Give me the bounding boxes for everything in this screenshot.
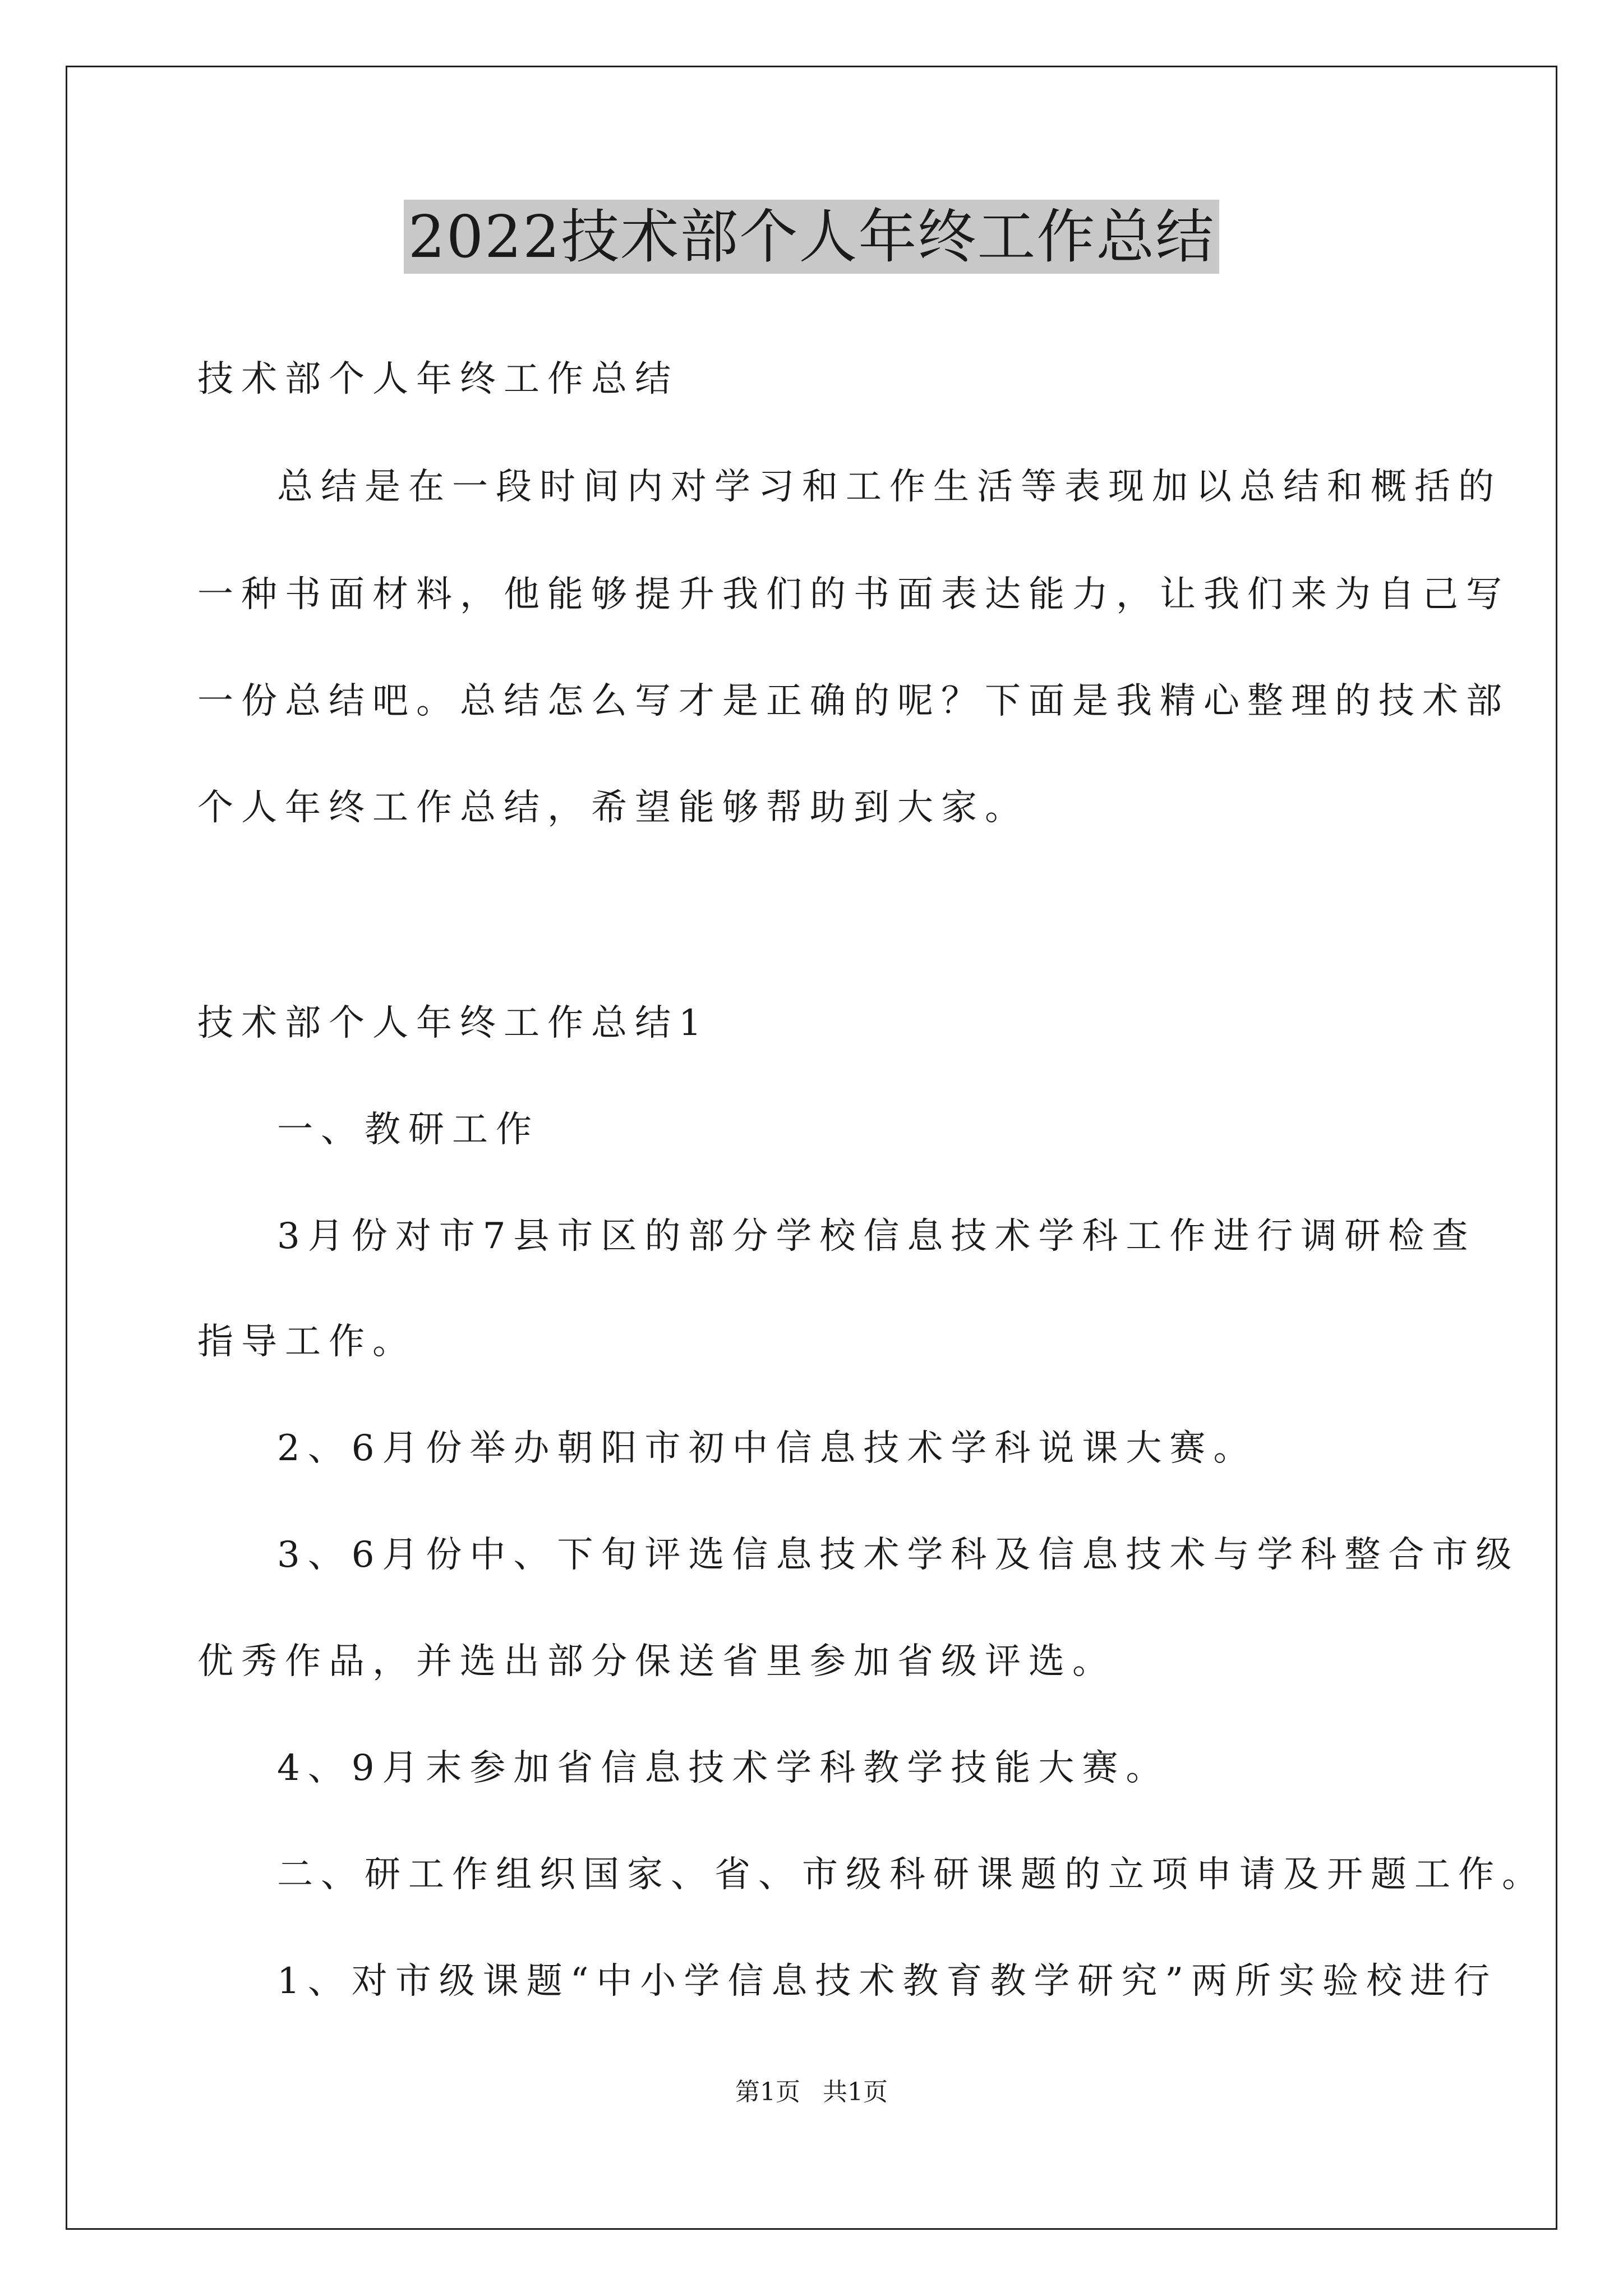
body-line-9: 1、对市级课题“中小学信息技术教育教学研究”两所实验校进行 bbox=[277, 1961, 1498, 2002]
body-line-8: 二、研工作组织国家、省、市级科研课题的立项申请及开题工作。 bbox=[277, 1854, 1546, 1895]
intro-line-2: 一种书面材料，他能够提升我们的书面表达能力，让我们来为自己写 bbox=[197, 574, 1510, 615]
document-title: 2022技术部个人年终工作总结 bbox=[404, 200, 1220, 274]
body-line-2: 3月份对市7县市区的部分学校信息技术学科工作进行调研检查 bbox=[277, 1216, 1476, 1257]
section-heading: 技术部个人年终工作总结1 bbox=[197, 1002, 709, 1044]
body-line-6: 优秀作品，并选出部分保送省里参加省级评选。 bbox=[197, 1641, 1116, 1682]
intro-line-1: 总结是在一段时间内对学习和工作生活等表现加以总结和概括的 bbox=[277, 466, 1502, 508]
title-container bbox=[0, 200, 1623, 274]
page-number-total: 共1页 bbox=[823, 2078, 888, 2106]
intro-line-4: 个人年终工作总结，希望能够帮助到大家。 bbox=[197, 787, 1029, 829]
body-line-3: 指导工作。 bbox=[197, 1321, 416, 1363]
page-number-current: 第1页 bbox=[735, 2078, 800, 2106]
document-subtitle: 技术部个人年终工作总结 bbox=[197, 358, 679, 400]
body-line-4: 2、6月份举办朝阳市初中信息技术学科说课大赛。 bbox=[277, 1428, 1257, 1469]
body-line-1: 一、教研工作 bbox=[277, 1109, 540, 1151]
intro-line-3: 一份总结吧。总结怎么写才是正确的呢？下面是我精心整理的技术部 bbox=[197, 680, 1510, 722]
body-line-5: 3、6月份中、下旬评选信息技术学科及信息技术与学科整合市级 bbox=[277, 1534, 1520, 1576]
body-line-7: 4、9月末参加省信息技术学科教学技能大赛。 bbox=[277, 1747, 1170, 1789]
page-footer bbox=[0, 2077, 1623, 2108]
